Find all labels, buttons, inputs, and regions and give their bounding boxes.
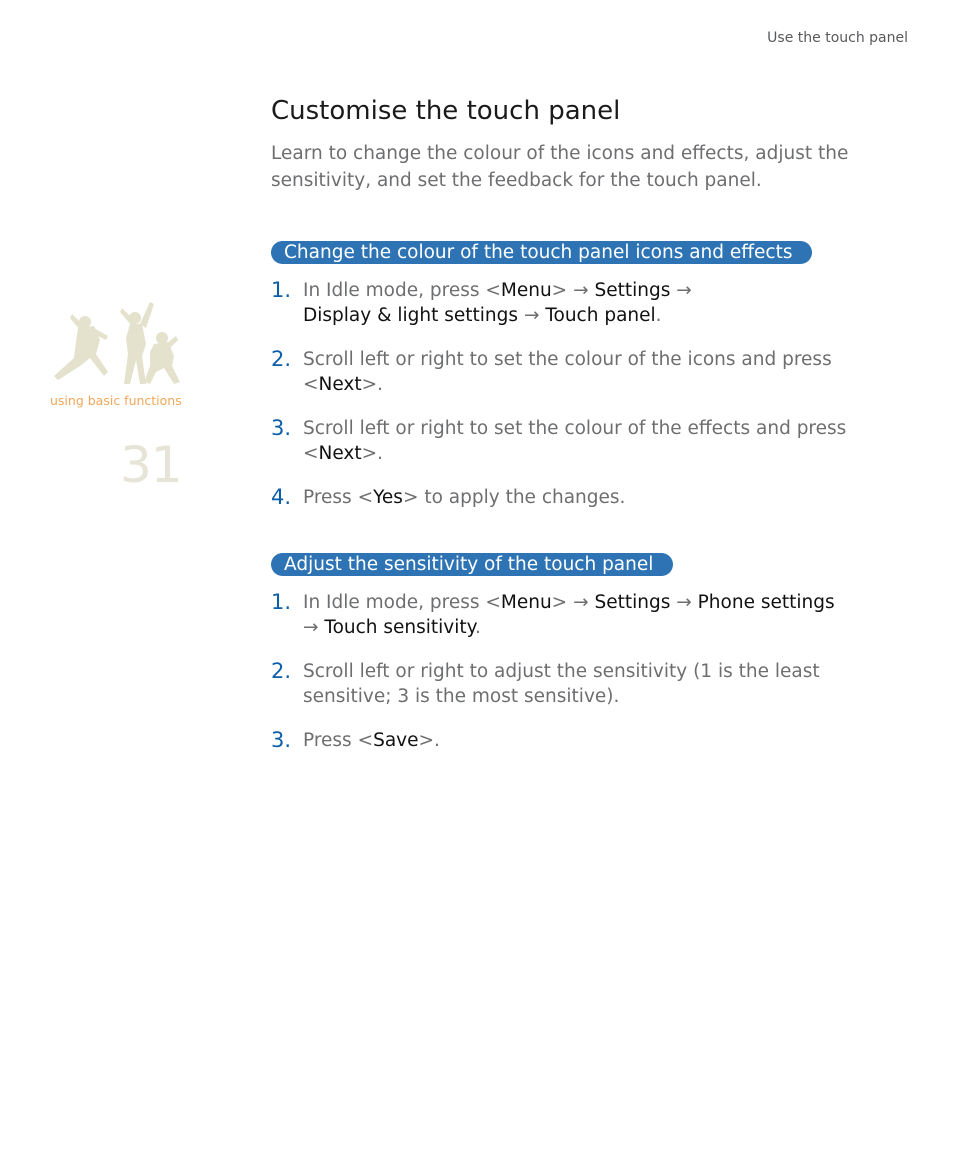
step-number: 3.	[271, 728, 292, 752]
step-text: >	[551, 592, 574, 613]
step-text: Scroll left or right to set the colour of the icons and press <	[303, 349, 832, 395]
step-item	[271, 278, 851, 328]
step-text: In Idle mode, press <	[303, 280, 501, 301]
dancers-illustration	[50, 296, 180, 388]
section-adjust-sensitivity	[271, 553, 851, 753]
step-item	[271, 416, 851, 466]
arrow-icon: →	[676, 280, 692, 301]
step-item	[271, 590, 851, 640]
ui-key-label: Display & light settings	[303, 305, 519, 326]
step-number: 1.	[271, 590, 292, 614]
ui-key-label: Settings	[594, 592, 671, 613]
step-item	[271, 347, 851, 397]
main-content	[271, 96, 851, 772]
step-text: .	[474, 617, 481, 638]
step-text: Scroll left or right to adjust the sensitivity (1 is the least sensitive; 3 is the most sensitive).	[303, 661, 820, 707]
step-item	[271, 485, 851, 510]
section-heading: Change the colour of the touch panel icons and effects	[271, 241, 812, 264]
step-text: .	[655, 305, 662, 326]
ui-key-label: Touch panel	[545, 305, 656, 326]
ui-key-label: Yes	[373, 487, 403, 508]
ui-key-label: Menu	[500, 280, 552, 301]
step-number: 4.	[271, 485, 292, 509]
step-text: >.	[418, 730, 440, 751]
step-text: >.	[361, 374, 384, 395]
ui-key-label: Phone settings	[697, 592, 835, 613]
arrow-icon: →	[523, 305, 540, 326]
ui-key-label: Touch sensitivity	[324, 617, 475, 638]
arrow-icon: →	[676, 592, 692, 613]
page-number: 31	[120, 436, 182, 494]
ui-key-label: Save	[373, 730, 419, 751]
step-text: > to apply the changes.	[402, 487, 626, 508]
arrow-icon: →	[573, 592, 589, 613]
step-number: 1.	[271, 278, 292, 302]
intro-paragraph: Learn to change the colour of the icons and effects, adjust the sensitivity, and set the feedback for the touch panel.	[271, 143, 849, 191]
step-text: Press <	[303, 487, 374, 508]
step-number: 3.	[271, 416, 292, 440]
running-header: Use the touch panel	[767, 30, 908, 46]
step-number: 2.	[271, 347, 292, 371]
step-text: Scroll left or right to set the colour of the effects and press <	[303, 418, 847, 464]
step-text: In Idle mode, press <	[303, 592, 501, 613]
arrow-icon: →	[573, 280, 589, 301]
arrow-icon: →	[303, 617, 319, 638]
step-item	[271, 659, 851, 709]
ui-key-label: Settings	[594, 280, 671, 301]
step-text: Press <	[303, 730, 374, 751]
section-change-colour	[271, 241, 851, 510]
step-text: >	[551, 280, 574, 301]
section-heading: Adjust the sensitivity of the touch panel	[271, 553, 673, 576]
ui-key-label: Next	[318, 443, 362, 464]
step-text: >.	[361, 443, 384, 464]
step-item	[271, 728, 851, 753]
steps-list	[271, 278, 851, 510]
steps-list	[271, 590, 851, 753]
ui-key-label: Next	[318, 374, 362, 395]
ui-key-label: Menu	[500, 592, 552, 613]
page-title: Customise the touch panel	[271, 96, 621, 126]
chapter-label: using basic functions	[50, 393, 182, 408]
step-number: 2.	[271, 659, 292, 683]
